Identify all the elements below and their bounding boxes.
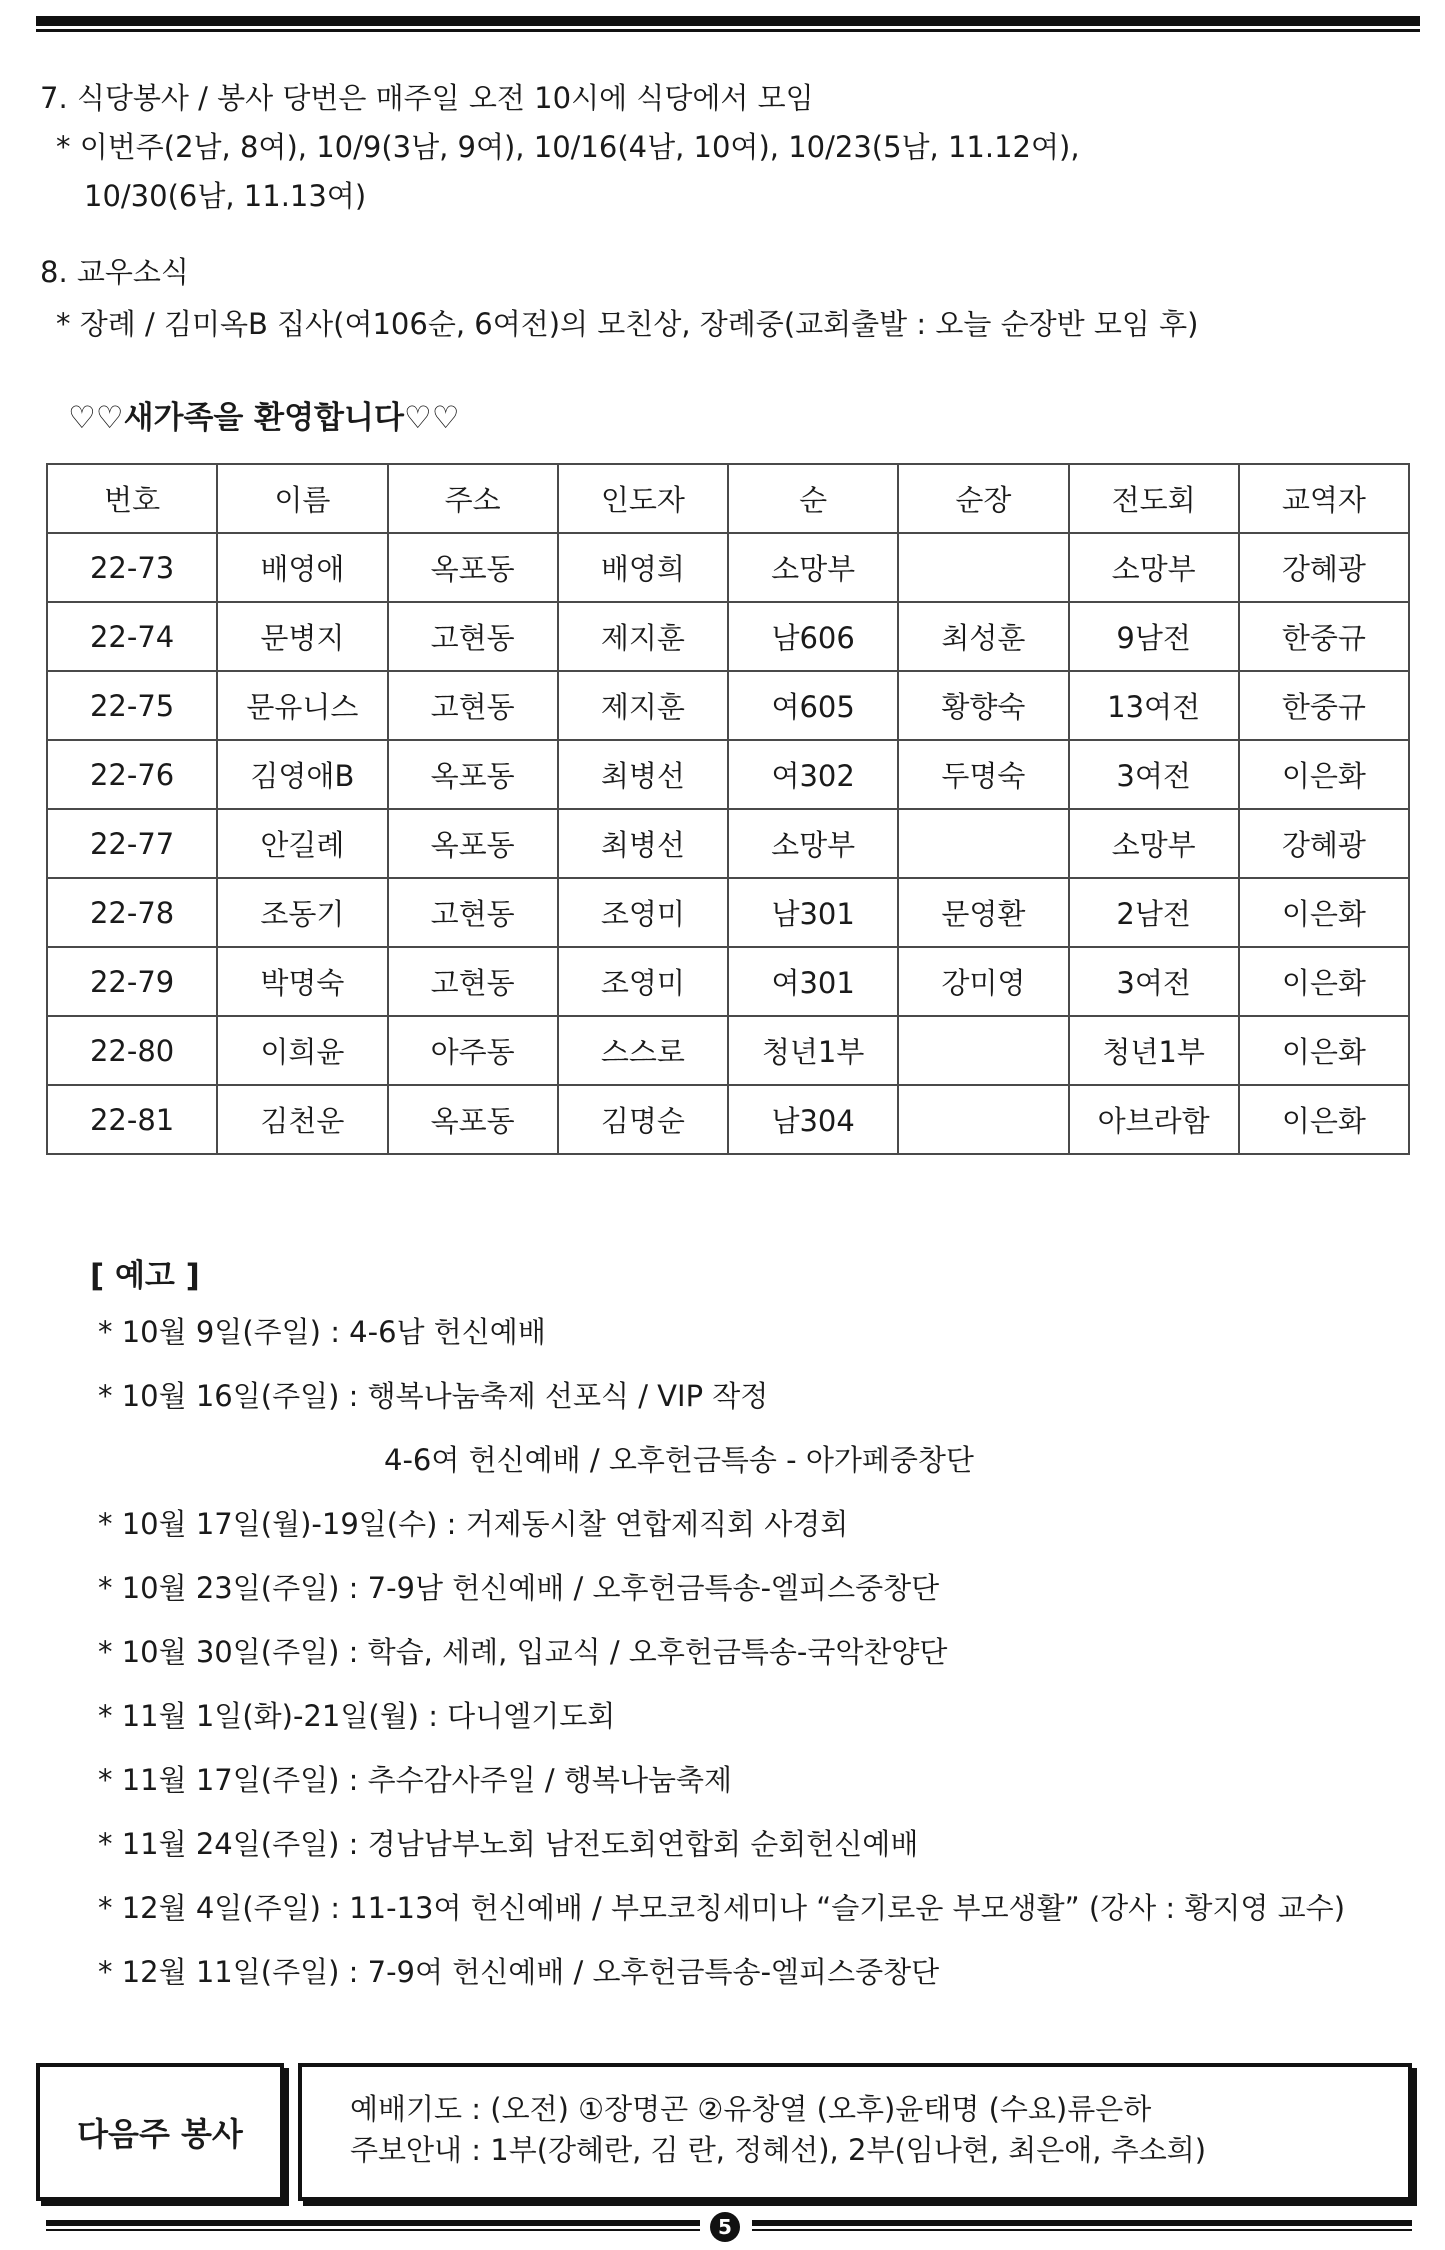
cell-address: 고현동 [388, 947, 558, 1016]
cell-name: 문병지 [217, 602, 387, 671]
cell-minister: 한중규 [1239, 671, 1409, 740]
cell-name: 조동기 [217, 878, 387, 947]
item-8-line-1: * 장례 / 김미옥B 집사(여106순, 6여전)의 모친상, 장례중(교회출발 : 오늘 순장반 모임 후) [56, 307, 1199, 341]
cell-number: 22-73 [47, 533, 217, 602]
service-label: 다음주 봉사 [77, 2115, 243, 2153]
notice-item: * 12월 4일(주일) : 11-13여 헌신예배 / 부모코칭세미나 “슬기로운 부모생활” (강사 : 황지영 교수) [98, 1891, 1346, 1925]
cell-number: 22-80 [47, 1016, 217, 1085]
item-8-title: 8. 교우소식 [40, 255, 189, 289]
notice-item: 4-6여 헌신예배 / 오후헌금특송 - 아가페중창단 [384, 1443, 974, 1477]
notice-item: * 10월 9일(주일) : 4-6남 헌신예배 [98, 1315, 546, 1349]
cell-name: 박명숙 [217, 947, 387, 1016]
heart-icon: ♡♡ [403, 400, 460, 436]
cell-group: 청년1부 [728, 1016, 898, 1085]
header-group-leader: 순장 [898, 464, 1068, 533]
cell-guide: 최병선 [558, 740, 728, 809]
cell-group-leader [898, 1085, 1068, 1154]
footer-rule-right [752, 2220, 1412, 2234]
welcome-heading [68, 392, 460, 437]
item-7-title: 7. 식당봉사 / 봉사 당번은 매주일 오전 10시에 식당에서 모임 [40, 81, 814, 115]
cell-number: 22-77 [47, 809, 217, 878]
notice-item: * 11월 17일(주일) : 추수감사주일 / 행복나눔축제 [98, 1763, 733, 1797]
page-number: 5 [710, 2212, 740, 2242]
top-rule [36, 16, 1420, 32]
cell-minister: 강혜광 [1239, 533, 1409, 602]
service-label-box [36, 2063, 284, 2201]
cell-guide: 조영미 [558, 878, 728, 947]
cell-guide: 배영희 [558, 533, 728, 602]
notice-item: * 12월 11일(주일) : 7-9여 헌신예배 / 오후헌금특송-엘피스중창단 [98, 1955, 940, 1989]
new-member-table [46, 463, 1410, 1155]
cell-minister: 이은화 [1239, 1085, 1409, 1154]
cell-number: 22-79 [47, 947, 217, 1016]
table-row [47, 947, 1409, 1016]
table-row [47, 602, 1409, 671]
cell-group: 소망부 [728, 809, 898, 878]
cell-address: 옥포동 [388, 740, 558, 809]
table-row [47, 671, 1409, 740]
service-guide: 주보안내 : 1부(강혜란, 김 란, 정혜선), 2부(임나현, 최은애, 추소희) [350, 2132, 1207, 2167]
cell-guide: 조영미 [558, 947, 728, 1016]
cell-group-leader: 두명숙 [898, 740, 1068, 809]
table-row [47, 533, 1409, 602]
cell-group: 여302 [728, 740, 898, 809]
cell-group-leader [898, 809, 1068, 878]
cell-group: 여301 [728, 947, 898, 1016]
table-row [47, 1016, 1409, 1085]
cell-group-leader: 문영환 [898, 878, 1068, 947]
header-group: 순 [728, 464, 898, 533]
cell-mission-society: 13여전 [1069, 671, 1239, 740]
notice-title: [ 예고 ] [90, 1258, 200, 1294]
service-prayer: 예배기도 : (오전) ①장명곤 ②유창열 (오후)윤태명 (수요)류은하 [350, 2092, 1152, 2126]
cell-guide: 김명순 [558, 1085, 728, 1154]
cell-group-leader [898, 1016, 1068, 1085]
cell-address: 고현동 [388, 602, 558, 671]
service-detail-box [298, 2063, 1412, 2201]
cell-address: 옥포동 [388, 1085, 558, 1154]
cell-mission-society: 2남전 [1069, 878, 1239, 947]
notice-item: * 10월 17일(월)-19일(수) : 거제동시찰 연합제직회 사경회 [98, 1507, 849, 1541]
notice-item: * 11월 1일(화)-21일(월) : 다니엘기도회 [98, 1699, 616, 1733]
cell-group-leader [898, 533, 1068, 602]
cell-number: 22-75 [47, 671, 217, 740]
cell-number: 22-78 [47, 878, 217, 947]
table-row [47, 1085, 1409, 1154]
header-address: 주소 [388, 464, 558, 533]
cell-guide: 제지훈 [558, 671, 728, 740]
table-row [47, 809, 1409, 878]
notice-item: * 10월 30일(주일) : 학습, 세례, 입교식 / 오후헌금특송-국악찬양단 [98, 1635, 948, 1669]
cell-number: 22-76 [47, 740, 217, 809]
cell-name: 김영애B [217, 740, 387, 809]
cell-number: 22-81 [47, 1085, 217, 1154]
header-guide: 인도자 [558, 464, 728, 533]
cell-name: 김천운 [217, 1085, 387, 1154]
cell-group: 여605 [728, 671, 898, 740]
cell-name: 이희윤 [217, 1016, 387, 1085]
heart-icon: ♡♡ [68, 400, 124, 436]
cell-mission-society: 3여전 [1069, 947, 1239, 1016]
header-number: 번호 [47, 464, 217, 533]
cell-group: 소망부 [728, 533, 898, 602]
header-minister: 교역자 [1239, 464, 1409, 533]
cell-group-leader: 황향숙 [898, 671, 1068, 740]
cell-group: 남304 [728, 1085, 898, 1154]
cell-mission-society: 9남전 [1069, 602, 1239, 671]
header-mission-society: 전도회 [1069, 464, 1239, 533]
cell-mission-society: 3여전 [1069, 740, 1239, 809]
item-7-line-2: 10/30(6남, 11.13여) [84, 179, 367, 213]
cell-name: 배영애 [217, 533, 387, 602]
cell-group: 남301 [728, 878, 898, 947]
cell-address: 고현동 [388, 878, 558, 947]
notice-item: * 11월 24일(주일) : 경남남부노회 남전도회연합회 순회헌신예배 [98, 1827, 919, 1861]
welcome-text: 새가족을 환영합니다 [123, 400, 404, 436]
notice-item: * 10월 16일(주일) : 행복나눔축제 선포식 / VIP 작정 [98, 1379, 769, 1413]
cell-minister: 강혜광 [1239, 809, 1409, 878]
cell-group-leader: 최성훈 [898, 602, 1068, 671]
cell-guide: 최병선 [558, 809, 728, 878]
cell-mission-society: 아브라함 [1069, 1085, 1239, 1154]
item-7-line-1: * 이번주(2남, 8여), 10/9(3남, 9여), 10/16(4남, 10여), 10/23(5남, 11.12여), [56, 130, 1080, 164]
table-row [47, 740, 1409, 809]
footer-rule-left [46, 2220, 700, 2234]
table-header-row [47, 464, 1409, 533]
cell-minister: 이은화 [1239, 878, 1409, 947]
cell-group: 남606 [728, 602, 898, 671]
cell-address: 옥포동 [388, 809, 558, 878]
cell-guide: 제지훈 [558, 602, 728, 671]
cell-mission-society: 소망부 [1069, 533, 1239, 602]
cell-name: 안길례 [217, 809, 387, 878]
cell-mission-society: 청년1부 [1069, 1016, 1239, 1085]
cell-minister: 이은화 [1239, 740, 1409, 809]
cell-minister: 이은화 [1239, 1016, 1409, 1085]
cell-address: 아주동 [388, 1016, 558, 1085]
cell-mission-society: 소망부 [1069, 809, 1239, 878]
cell-number: 22-74 [47, 602, 217, 671]
cell-address: 옥포동 [388, 533, 558, 602]
header-name: 이름 [217, 464, 387, 533]
cell-guide: 스스로 [558, 1016, 728, 1085]
cell-address: 고현동 [388, 671, 558, 740]
cell-minister: 한중규 [1239, 602, 1409, 671]
notice-item: * 10월 23일(주일) : 7-9남 헌신예배 / 오후헌금특송-엘피스중창단 [98, 1571, 940, 1605]
cell-minister: 이은화 [1239, 947, 1409, 1016]
cell-name: 문유니스 [217, 671, 387, 740]
table-row [47, 878, 1409, 947]
cell-group-leader: 강미영 [898, 947, 1068, 1016]
